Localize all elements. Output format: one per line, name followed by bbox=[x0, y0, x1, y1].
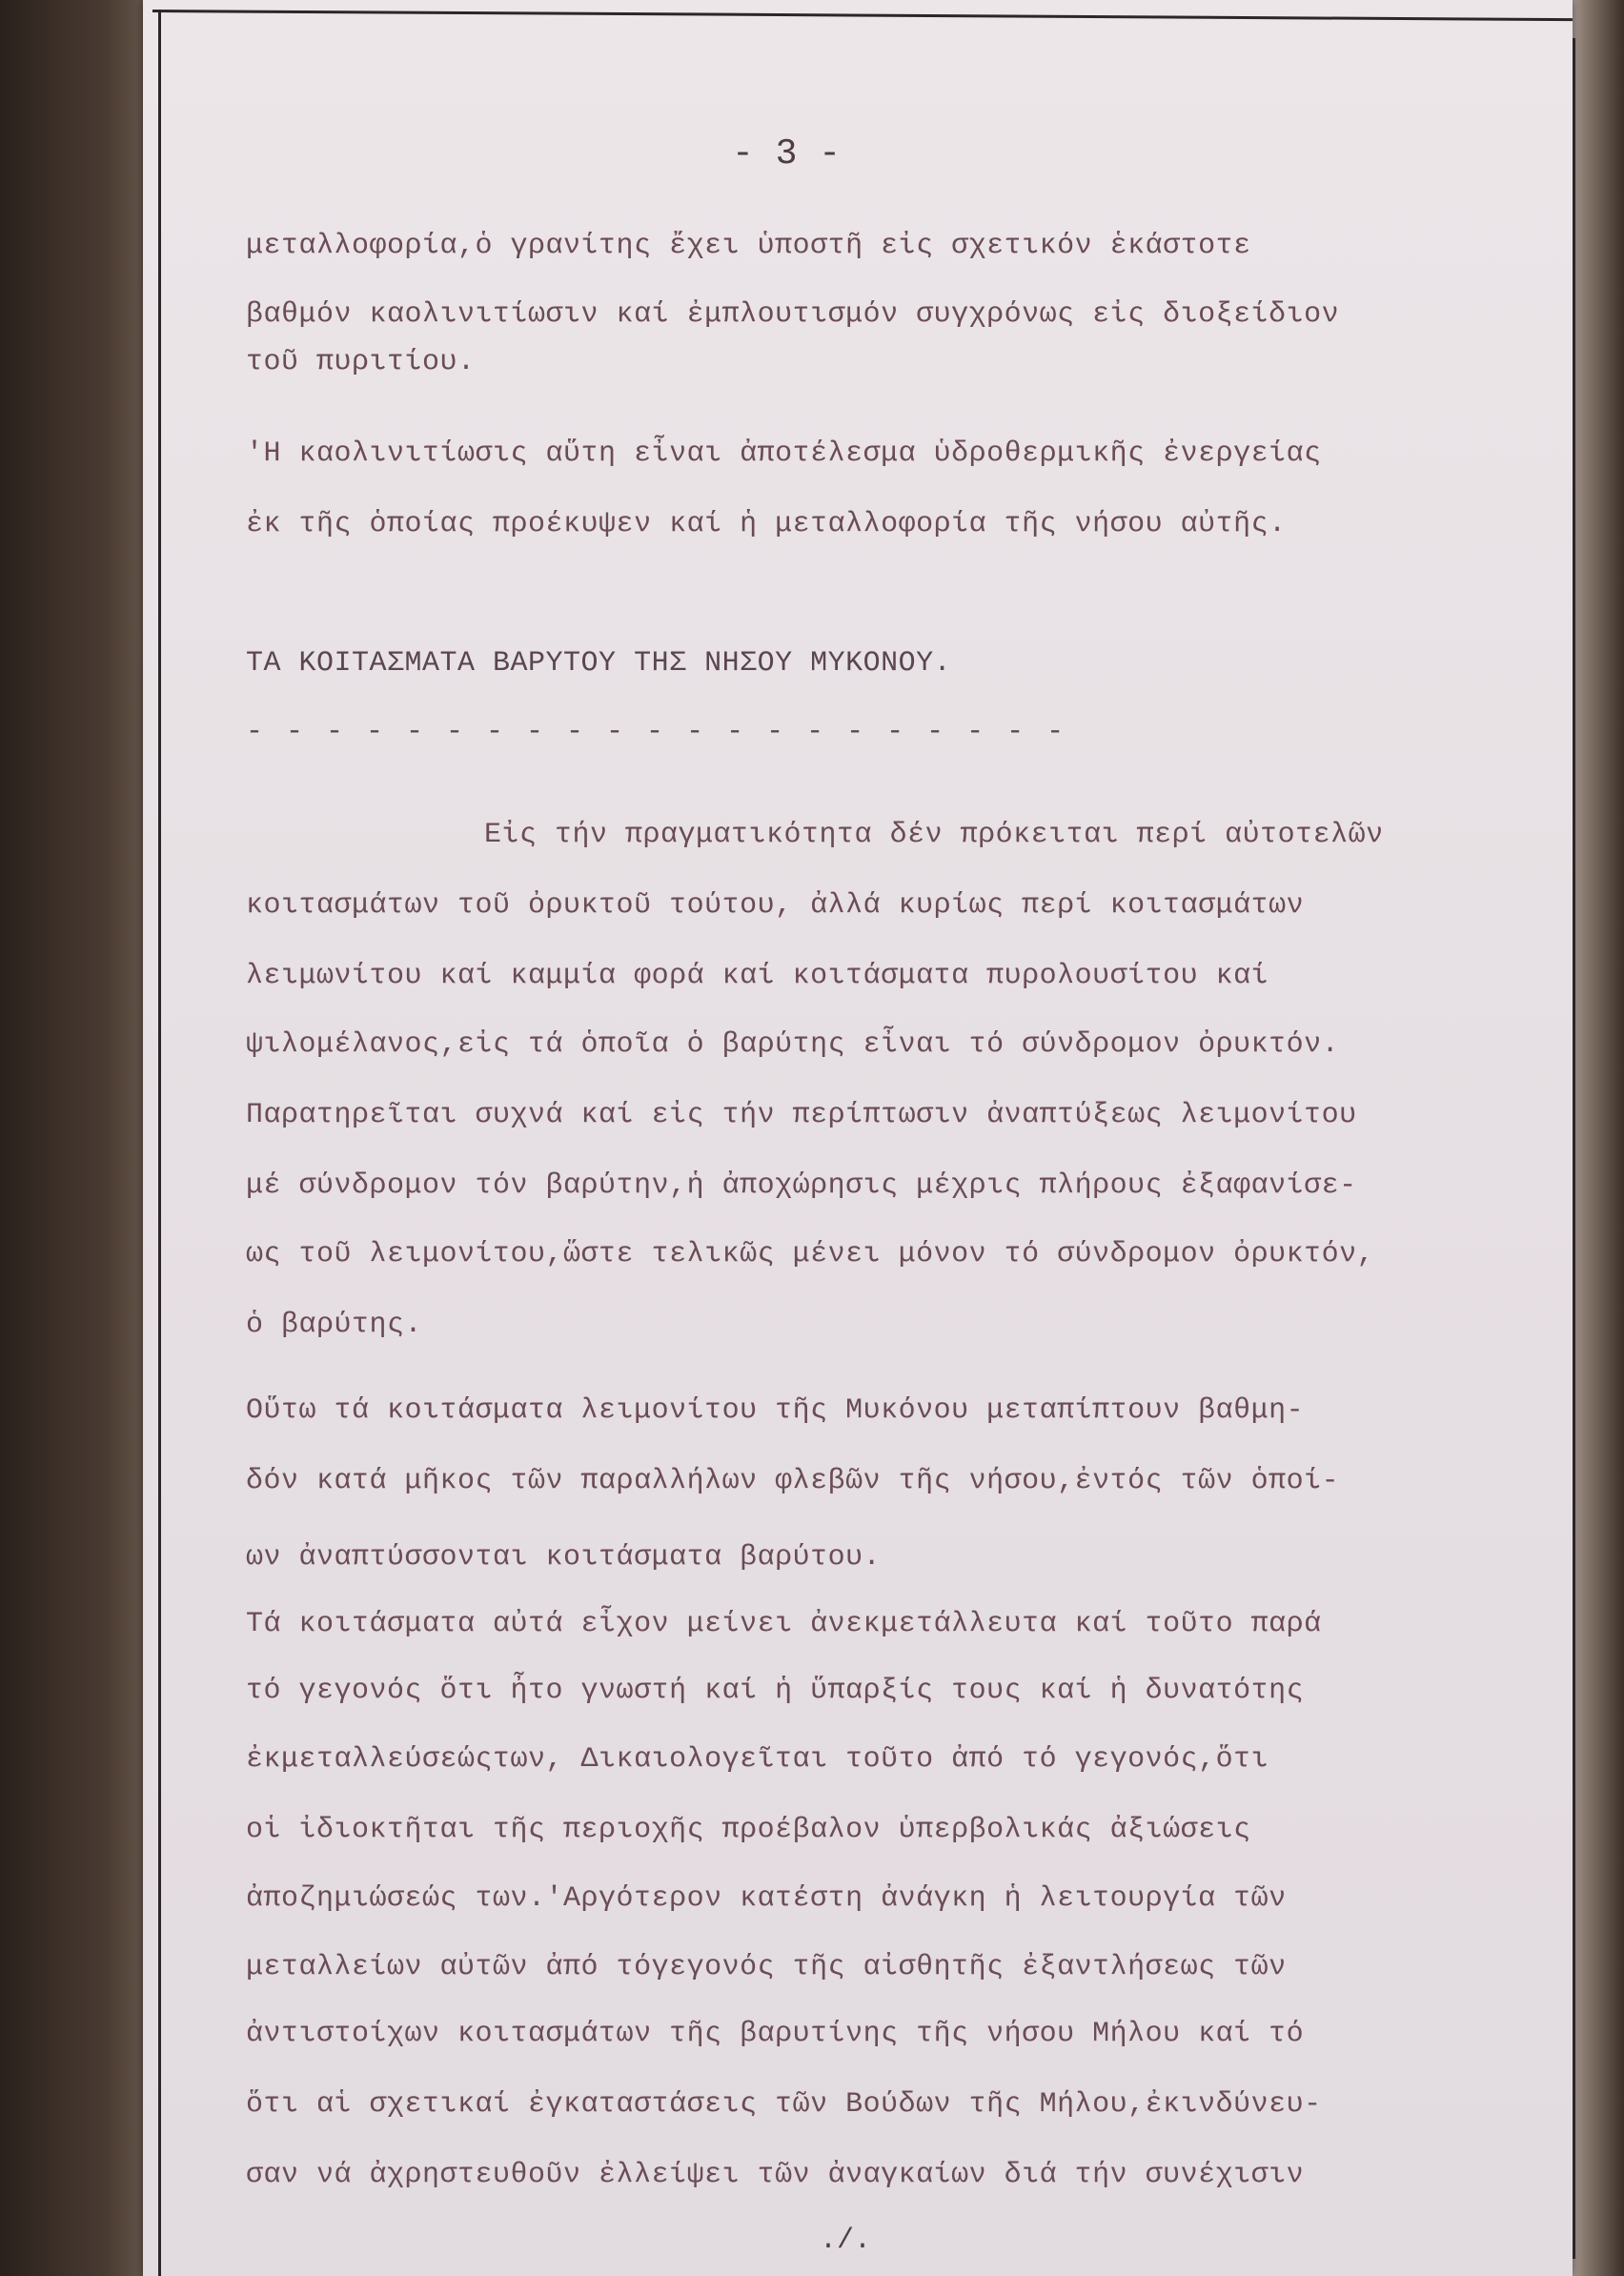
paragraph2-line-2: δόν κατά μῆκος τῶν παραλλήλων φλεβῶν τῆς νήσου,ἐντός τῶν ὁποί- bbox=[246, 1465, 1340, 1497]
intro-line-1: μεταλλοφορία,ὁ γρανίτης ἔχει ὑποστῆ εἰς σχετικόν ἑκάστοτε bbox=[246, 230, 1251, 262]
intro-line-5: ἐκ τῆς ὁποίας προέκυψεν καί ἡ μεταλλοφορία τῆς νήσου αὐτῆς. bbox=[246, 508, 1287, 540]
frame-border-right bbox=[1573, 38, 1575, 2259]
document-page bbox=[143, 0, 1573, 2276]
paragraph1-line-3: λειμωνίτου καί καμμία φορά καί κοιτάσματα πυρολουσίτου καί bbox=[246, 960, 1269, 992]
paragraph1-line-1: Εἰς τήν πραγματικότητα δέν πρόκειται περί αὐτοτελῶν bbox=[484, 819, 1384, 851]
paragraph1-line-2: κοιτασμάτων τοῦ ὀρυκτοῦ τούτου, ἀλλά κυρίως περί κοιτασμάτων bbox=[246, 889, 1305, 922]
paragraph1-line-4: ψιλομέλανος,εἰς τά ὁποῖα ὁ βαρύτης εἶναι τό σύνδρομον ὀρυκτόν. bbox=[246, 1028, 1340, 1061]
section-heading-underline: - - - - - - - - - - - - - - - - - - - - - bbox=[246, 716, 1067, 748]
paragraph1-line-7: ως τοῦ λειμονίτου,ὥστε τελικῶς μένει μόνον τό σύνδρομον ὀρυκτόν, bbox=[246, 1238, 1375, 1270]
paragraph3-line-3: ἐκμεταλλεύσεώςτων, Δικαιολογεῖται τοῦτο ἀπό τό γεγονός,ὅτι bbox=[246, 1743, 1269, 1776]
paragraph3-line-6: μεταλλείων αὐτῶν ἀπό τόγεγονός τῆς αἰσθητῆς ἐξαντλήσεως τῶν bbox=[246, 1951, 1287, 1983]
paragraph3-line-8: ὅτι αἱ σχετικαί ἐγκαταστάσεις τῶν Βούδων τῆς Μήλου,ἐκινδύνευ- bbox=[246, 2088, 1322, 2121]
paragraph3-line-1: Τά κοιτάσματα αὐτά εἶχον μείνει ἀνεκμετάλλευτα καί τοῦτο παρά bbox=[246, 1608, 1322, 1640]
page-number: - 3 - bbox=[731, 133, 842, 174]
paragraph3-line-2: τό γεγονός ὅτι ἦτο γνωστή καί ἡ ὕπαρξίς τους καί ἡ δυνατότης bbox=[246, 1675, 1305, 1707]
paragraph3-line-5: ἀποζημιώσεώς των.'Αργότερον κατέστη ἀνάγκη ἡ λειτουργία τῶν bbox=[246, 1882, 1287, 1915]
continuation-mark: ./. bbox=[820, 2225, 872, 2257]
intro-line-3: τοῦ πυριτίου. bbox=[246, 346, 476, 378]
paragraph1-line-5: Παρατηρεῖται συχνά καί εἰς τήν περίπτωσιν ἀναπτύξεως λειμονίτου bbox=[246, 1099, 1357, 1131]
paragraph3-line-4: οἱ ἰδιοκτῆται τῆς περιοχῆς προέβαλον ὑπερβολικάς ἀξιώσεις bbox=[246, 1814, 1251, 1846]
frame-border-left bbox=[158, 10, 161, 2276]
paragraph2-line-3: ων ἀναπτύσσονται κοιτάσματα βαρύτου. bbox=[246, 1541, 882, 1574]
paragraph3-line-9: σαν νά ἀχρηστευθοῦν ἐλλείψει τῶν ἀναγκαίων διά τήν συνέχισιν bbox=[246, 2159, 1305, 2191]
intro-line-4: 'Η καολινιτίωσις αὕτη εἶναι ἀποτέλεσμα ὑδροθερμικῆς ἐνεργείας bbox=[246, 437, 1322, 470]
paragraph3-line-7: ἀντιστοίχων κοιτασμάτων τῆς βαρυτίνης τῆς νήσου Μήλου καί τό bbox=[246, 2018, 1305, 2050]
paragraph1-line-8: ὁ βαρύτης. bbox=[246, 1309, 423, 1341]
section-heading: ΤΑ ΚΟΙΤΑΣΜΑΤΑ ΒΑΡΥΤΟΥ ΤΗΣ ΝΗΣΟΥ ΜΥΚΟΝΟΥ. bbox=[246, 647, 952, 680]
backdrop-left bbox=[0, 0, 152, 2276]
paragraph2-line-1: Οὕτω τά κοιτάσματα λειμονίτου τῆς Μυκόνου μεταπίπτουν βαθμη- bbox=[246, 1394, 1305, 1427]
paragraph1-line-6: μέ σύνδρομον τόν βαρύτην,ἡ ἀποχώρησις μέχρις πλήρους ἐξαφανίσε- bbox=[246, 1169, 1357, 1202]
intro-line-2: βαθμόν καολινιτίωσιν καί ἐμπλουτισμόν συγχρόνως εἰς διοξείδιον bbox=[246, 298, 1340, 331]
